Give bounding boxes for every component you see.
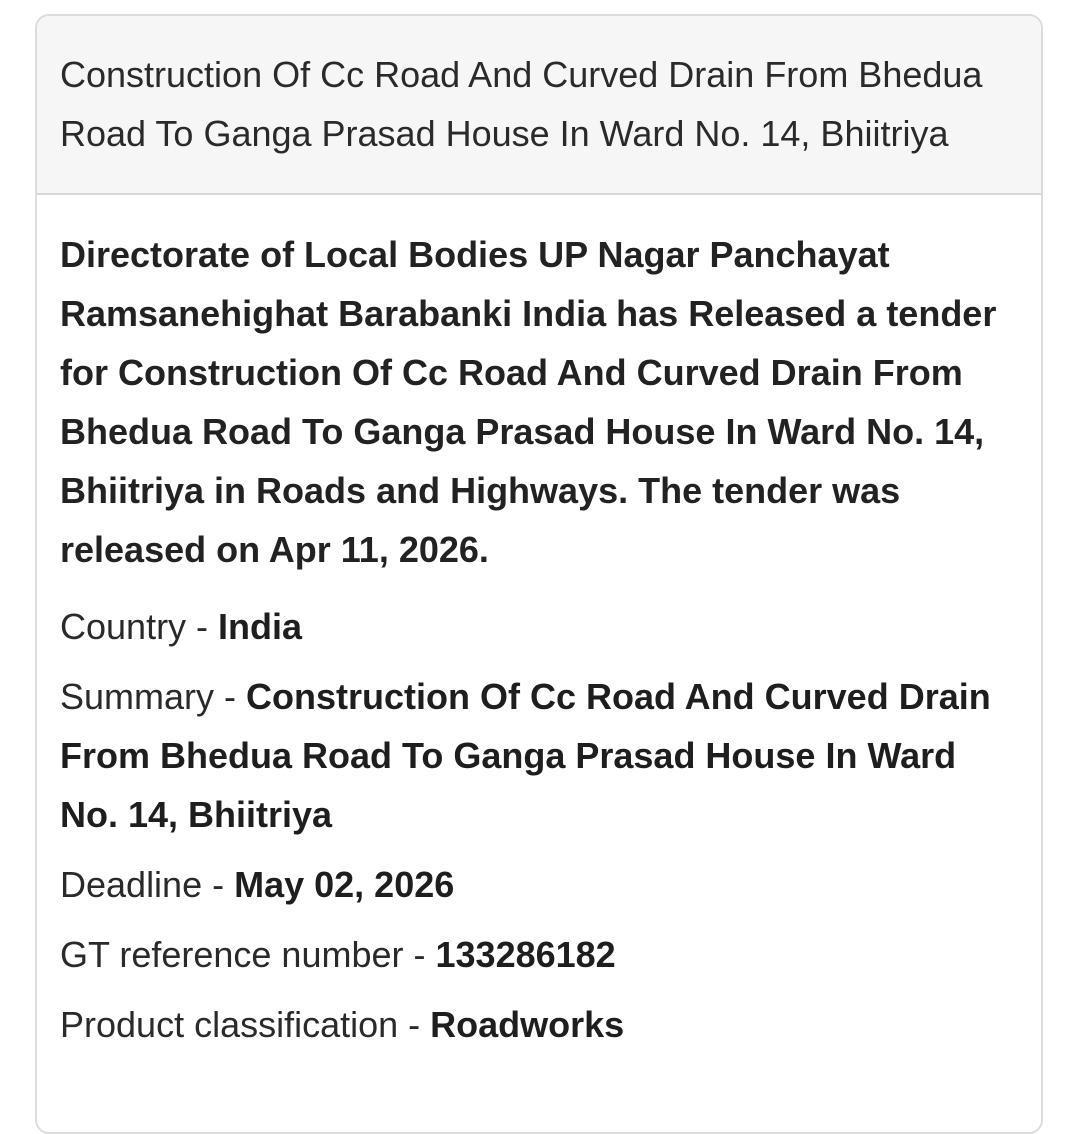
field-label: Deadline -: [60, 864, 235, 905]
field-product-classification: [60, 995, 1019, 1054]
field-label: Country -: [60, 606, 219, 647]
field-value: 133286182: [435, 934, 616, 975]
intro-prefix: Directorate of Local Bodies UP Nagar Panchayat Ramsanehighat Barabanki India has Released a tender for: [60, 234, 997, 393]
tender-card-header: [37, 16, 1041, 195]
field-value: May 02, 2026: [234, 864, 455, 905]
field-label: Product classification -: [60, 1004, 431, 1045]
field-gt-reference-number: [60, 925, 1019, 984]
field-label: GT reference number -: [60, 934, 436, 975]
tender-title[interactable]: Construction Of Cc Road And Curved Drain From Bhedua Road To Ganga Prasad House In Ward No. 14, Bhiitriya: [60, 54, 983, 154]
field-value: India: [218, 606, 303, 647]
field-label: Summary -: [60, 676, 247, 717]
tender-card: [35, 14, 1043, 1134]
tender-card-body: [37, 195, 1041, 1054]
field-summary: [60, 667, 1019, 844]
field-country: [60, 597, 1019, 656]
field-value: Construction Of Cc Road And Curved Drain From Bhedua Road To Ganga Prasad House In Ward No. 14, Bhiitriya: [60, 676, 991, 835]
tender-intro: [60, 225, 1019, 579]
field-value: Roadworks: [430, 1004, 625, 1045]
intro-tender-title: Construction Of Cc Road And Curved Drain From Bhedua Road To Ganga Prasad House In Ward No. 14, Bhiitriya: [60, 352, 985, 511]
intro-suffix: in Roads and Highways. The tender was released on Apr 11, 2026.: [60, 470, 901, 570]
field-deadline: [60, 855, 1019, 914]
